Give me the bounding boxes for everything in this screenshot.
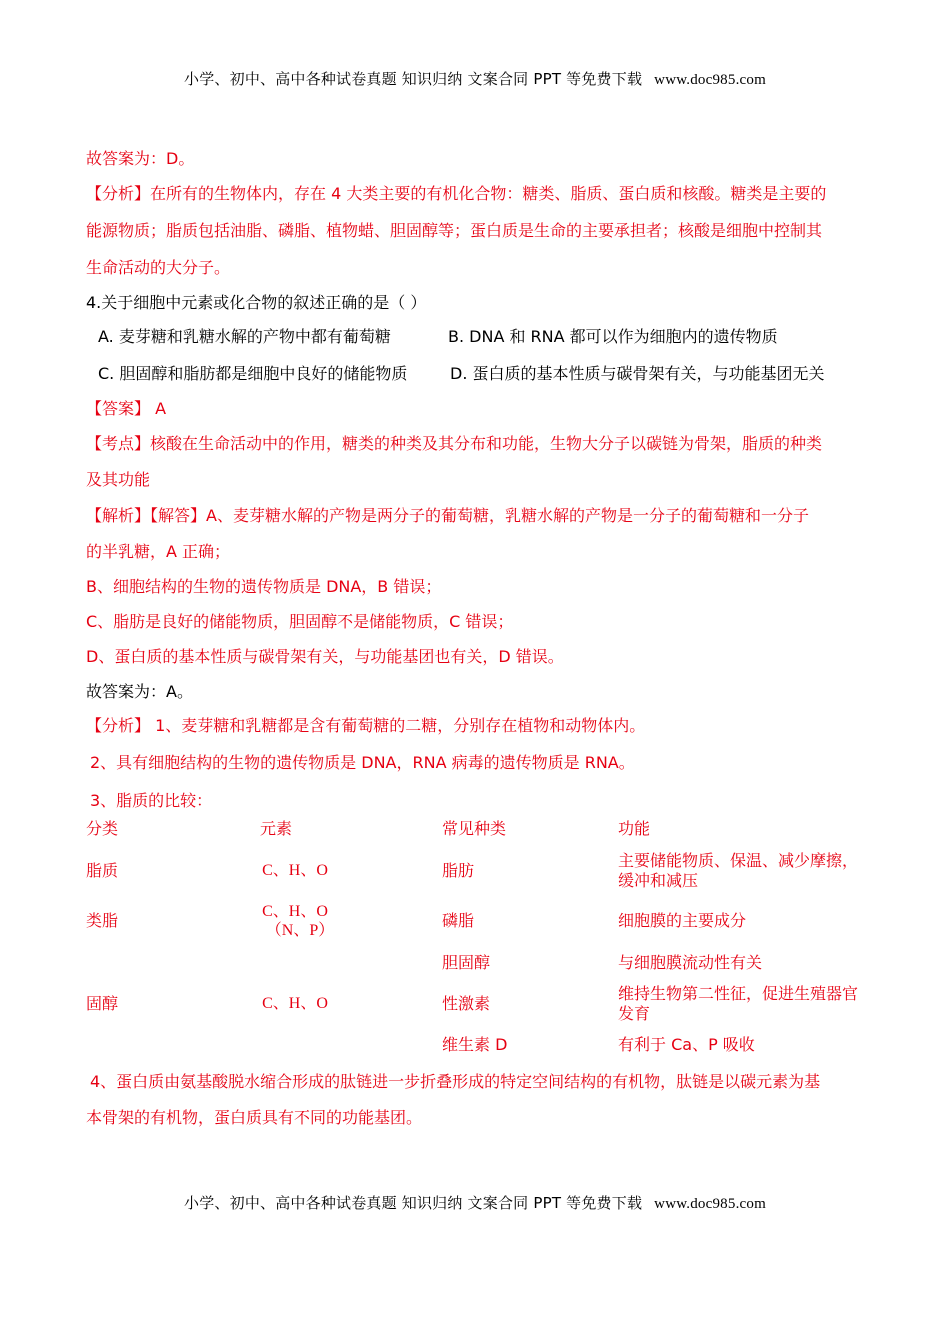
header-text: 小学、初中、高中各种试卷真题 知识归纳 文案合同 PPT 等免费下载 <box>184 70 643 88</box>
final-answer: 故答案为：A。 <box>86 682 193 701</box>
jiexi-line-2: 的半乳糖，A 正确； <box>86 542 231 561</box>
table-cell-function: 有利于 Ca、P 吸收 <box>618 1035 755 1054</box>
jiexi-c-line: C、脂肪是良好的储能物质，胆固醇不是储能物质，C 错误； <box>86 612 514 631</box>
jiexi-d-line: D、蛋白质的基本性质与碳骨架有关，与功能基团也有关，D 错误。 <box>86 647 564 666</box>
fenxi-line-4a: 4、蛋白质由氨基酸脱水缩合形成的肽链进一步折叠形成的特定空间结构的有机物，肽链是以碳元素为基 <box>90 1072 821 1091</box>
prev-answer-line: 故答案为：D。 <box>86 149 195 168</box>
prev-analysis-line-3: 生命活动的大分子。 <box>86 258 231 277</box>
jiexi-b-line: B、细胞结构的生物的遗传物质是 DNA，B 错误； <box>86 577 442 596</box>
fenxi-line-4b: 本骨架的有机物，蛋白质具有不同的功能基团。 <box>86 1108 423 1127</box>
jiexi-line-1: 【解析】【解答】A、麦芽糖水解的产物是两分子的葡萄糖，乳糖水解的产物是一分子的葡萄糖和一分子 <box>86 506 809 525</box>
table-header-kind: 常见种类 <box>442 819 507 838</box>
table-cell-kind: 性激素 <box>442 994 491 1013</box>
table-header-function: 功能 <box>618 819 651 838</box>
table-cell-kind: 磷脂 <box>442 911 475 930</box>
table-header-element: 元素 <box>260 819 293 838</box>
table-cell-kind: 胆固醇 <box>442 953 491 972</box>
table-cell-function: 与细胞膜流动性有关 <box>618 953 763 972</box>
table-cell-element: C、H、O <box>262 995 328 1012</box>
kaodian-line-2: 及其功能 <box>86 470 151 489</box>
page-footer <box>0 1192 950 1213</box>
option-a: A. 麦芽糖和乳糖水解的产物中都有葡萄糖 <box>98 327 391 346</box>
prev-analysis-line-1: 【分析】在所有的生物体内，存在 4 大类主要的有机化合物：糖类、脂质、蛋白质和核酸。糖类是主要的 <box>86 184 827 203</box>
kaodian-line-1: 【考点】核酸在生命活动中的作用，糖类的种类及其分布和功能，生物大分子以碳链为骨架，脂质的种类 <box>86 434 823 453</box>
header-url[interactable]: www.doc985.com <box>654 72 766 88</box>
option-d: D. 蛋白质的基本性质与碳骨架有关，与功能基团无关 <box>450 364 825 383</box>
page-header <box>0 68 950 89</box>
table-cell-kind: 脂肪 <box>442 861 475 880</box>
table-cell-category: 固醇 <box>86 994 119 1013</box>
fenxi-line-2: 2、具有细胞结构的生物的遗传物质是 DNA，RNA 病毒的遗传物质是 RNA。 <box>90 753 635 772</box>
footer-url[interactable]: www.doc985.com <box>654 1196 766 1212</box>
fenxi-line-3: 3、脂质的比较： <box>90 791 213 810</box>
table-cell-function: 主要储能物质、保温、减少摩擦，缓冲和减压 <box>618 851 859 890</box>
table-cell-category: 类脂 <box>86 911 119 930</box>
table-header-category: 分类 <box>86 819 119 838</box>
table-cell-category: 脂质 <box>86 861 119 880</box>
question-stem: 4.关于细胞中元素或化合物的叙述正确的是（ ） <box>86 293 427 312</box>
table-cell-element-extra: （N、P） <box>265 922 335 939</box>
table-cell-element: C、H、O <box>262 903 328 920</box>
answer-label: 【答案】 A <box>86 399 167 418</box>
fenxi-line-1: 【分析】 1、麦芽糖和乳糖都是含有葡萄糖的二糖，分别存在植物和动物体内。 <box>86 716 646 735</box>
prev-analysis-line-2: 能源物质；脂质包括油脂、磷脂、植物蜡、胆固醇等；蛋白质是生命的主要承担者；核酸是细胞中控制其 <box>86 221 823 240</box>
footer-text: 小学、初中、高中各种试卷真题 知识归纳 文案合同 PPT 等免费下载 <box>184 1194 643 1212</box>
table-cell-function: 细胞膜的主要成分 <box>618 911 747 930</box>
table-cell-function: 维持生物第二性征，促进生殖器官发育 <box>618 984 859 1023</box>
option-b: B. DNA 和 RNA 都可以作为细胞内的遗传物质 <box>448 327 778 346</box>
option-c: C. 胆固醇和脂肪都是细胞中良好的储能物质 <box>98 364 408 383</box>
table-cell-element: C、H、O <box>262 862 328 879</box>
table-cell-kind: 维生素 D <box>442 1035 508 1054</box>
